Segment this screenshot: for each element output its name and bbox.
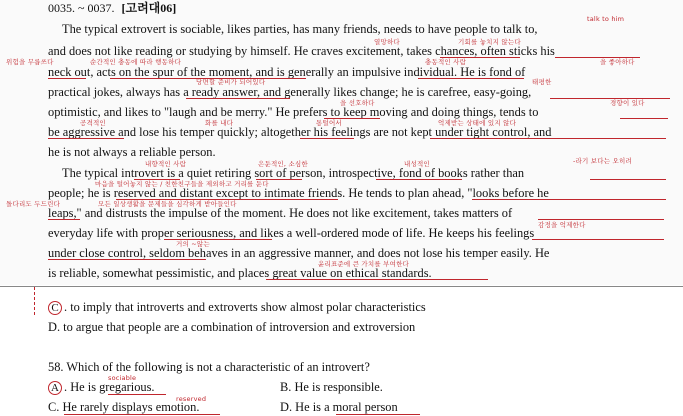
underline-easy-going	[550, 98, 670, 99]
underline-impulsive	[418, 78, 524, 79]
underline-proper-seriousness	[164, 239, 272, 240]
option-b-separator: .	[288, 380, 295, 394]
annotation-tends-to: 경향이 있다	[610, 99, 645, 107]
underline-tends-to	[620, 118, 668, 119]
annotation-reserved: 마음을 털어놓지 않는 / 친한친구들을 제외하고 거리를 둔다	[95, 180, 269, 188]
underline-places-value	[266, 279, 488, 280]
underline-aggressive	[48, 138, 124, 139]
passage-line-9: people; he is reserved and distant except to intimate friends. He tends to plan ahead, "looks before he	[48, 186, 549, 200]
underline-close-control-seldom	[48, 259, 206, 260]
underline-gregarious	[108, 394, 166, 395]
underline-introspective	[376, 179, 462, 180]
option-d[interactable]	[48, 320, 415, 334]
option-c58-separator: .	[56, 400, 63, 414]
option-c58-text: He rarely displays emotion.	[62, 400, 200, 414]
annotation-rather: -라기 보다는 오히려	[573, 157, 632, 165]
underline-altogether	[300, 138, 354, 139]
option-d-letter: D	[48, 320, 57, 334]
question-number: 0035. ~ 0037.	[48, 1, 115, 15]
passage-line-4: practical jokes, always has a ready answer, and generally likes change; he is carefree, easy-going,	[48, 85, 532, 99]
option-d58-text: He is a moral person	[295, 400, 398, 414]
option-c-text: . to imply that introverts and extroverts show almost polar characteristics	[64, 300, 426, 314]
underline-reserved-distant	[116, 199, 338, 200]
underline-moral-person	[336, 414, 420, 415]
question-58-option-a[interactable]	[48, 380, 155, 395]
passage-line-1: The typical extrovert is sociable, likes parties, has many friends, needs to have people to talk to,	[62, 22, 538, 36]
option-b-letter: B	[280, 380, 289, 394]
annotation-spur: 순간적인 충동에 따라 행동하다	[90, 58, 182, 66]
annotation-matters: 모든 일상생활을 문제들을 심각하게 받아들인다	[98, 200, 237, 208]
passage-line-12: under close control, seldom behaves in an aggressive manner, and does not lose his temper easily. He	[48, 246, 550, 260]
underline-spur	[110, 78, 306, 79]
underline-looks-before	[472, 199, 666, 200]
annotation-tight: 억제받는 상태에 있지 않다	[438, 119, 517, 127]
page-separator	[0, 286, 683, 287]
underline-neck-out	[48, 78, 86, 79]
annotation-leaps: 돌다리도 두드린다	[6, 200, 61, 208]
question-58-stem: 58. Which of the following is not a characteristic of an introvert?	[48, 360, 370, 374]
underline-introvert	[134, 179, 180, 180]
passage-line-2: and does not like reading or studying by himself. He craves excitement, takes chances, often sticks his	[48, 44, 555, 58]
passage-line-11: everyday life with proper seriousness, and likes a well-ordered mode of life. He keeps his feelings	[48, 226, 535, 240]
annotation-talk-to-him: talk to him	[587, 15, 625, 23]
underline-keeps-feelings	[532, 239, 664, 240]
annotation-aggressive: 공격적인	[80, 119, 106, 127]
annotation-craves: 열망하다	[374, 38, 400, 46]
passage-line-3: neck out, acts on the spur of the moment, and is generally an impulsive individual. He is fond of	[48, 65, 526, 79]
option-a-text: He is gregarious.	[70, 380, 155, 394]
underline-rather-than	[590, 179, 666, 180]
underline-takes-matters	[538, 219, 664, 220]
option-a-letter: A	[48, 381, 62, 395]
question-source: [고려대06]	[121, 1, 177, 15]
option-d-text: . to argue that people are a combination of introversion and extroversion	[56, 320, 416, 334]
margin-mark	[34, 287, 39, 315]
question-58-option-b[interactable]	[280, 380, 383, 394]
annotation-impulsive: 충동적인 사람	[425, 58, 467, 66]
annotation-takes-chances: 기회를 놓치지 않는다	[458, 38, 521, 46]
annotation-sociable: sociable	[108, 374, 137, 382]
annotation-fond: 을 좋아하다	[600, 58, 635, 66]
underline-leaps	[48, 219, 80, 220]
option-d58-separator: .	[288, 400, 296, 414]
annotation-places-value: 윤리표준에 큰 가치를 부여한다	[318, 260, 410, 268]
annotation-sticks-neck: 위험을 무릅쓰다	[6, 58, 54, 66]
option-c58-letter: C	[48, 400, 57, 414]
underline-retiring	[256, 179, 302, 180]
annotation-prefers: 을 선호하다	[340, 99, 375, 107]
passage-line-6: be aggressive and lose his temper quickly; altogether his feelings are not kept under tight control, and	[48, 125, 552, 139]
annotation-retiring: 은둔적인, 소심한	[258, 160, 308, 168]
option-d58-letter: D	[280, 400, 289, 414]
passage-line-10: leaps," and distrusts the impulse of the moment. He does not like excitement, takes matters of	[48, 206, 513, 220]
annotation-temper: 화를 내다	[205, 119, 234, 127]
passage-line-7: he is not always a reliable person.	[48, 145, 216, 159]
annotation-altogether: 통털어서	[316, 119, 342, 127]
annotation-carefree: 태평한	[532, 78, 552, 86]
underline-sticks-his	[555, 57, 640, 58]
option-c[interactable]	[48, 300, 426, 315]
underline-ready-answer	[186, 98, 290, 99]
underline-takes-chances	[440, 57, 520, 58]
annotation-reserved-en: reserved	[176, 395, 207, 403]
option-a-separator: .	[64, 380, 71, 394]
underline-not-kept	[430, 138, 666, 139]
underline-prefers	[324, 118, 380, 119]
option-c-letter: C	[48, 301, 62, 315]
annotation-ready-answer: 당면할 준비가 되어있다	[196, 78, 266, 86]
question-58-option-c[interactable]	[48, 400, 199, 414]
annotation-introspective: 내성적인	[404, 160, 430, 168]
underline-rarely-displays	[64, 414, 220, 415]
annotation-seldom: 거의 ~않는	[176, 240, 210, 248]
passage-line-8: The typical introvert is a quiet retiring sort of person, introspective, fond of books rather than	[62, 166, 525, 180]
annotation-quiet: 내향적인 사람	[145, 160, 187, 168]
annotation-keeps-feelings: 감정을 억제한다	[538, 221, 586, 229]
question-header	[48, 1, 176, 15]
passage-line-5: optimistic, and likes to "laugh and be merry." He prefers to keep moving and doing things, tends to	[48, 105, 539, 119]
option-b-text: He is responsible.	[294, 380, 383, 394]
question-58-option-d[interactable]	[280, 400, 398, 414]
passage-line-13: is reliable, somewhat pessimistic, and places great value on ethical standards.	[48, 266, 432, 280]
